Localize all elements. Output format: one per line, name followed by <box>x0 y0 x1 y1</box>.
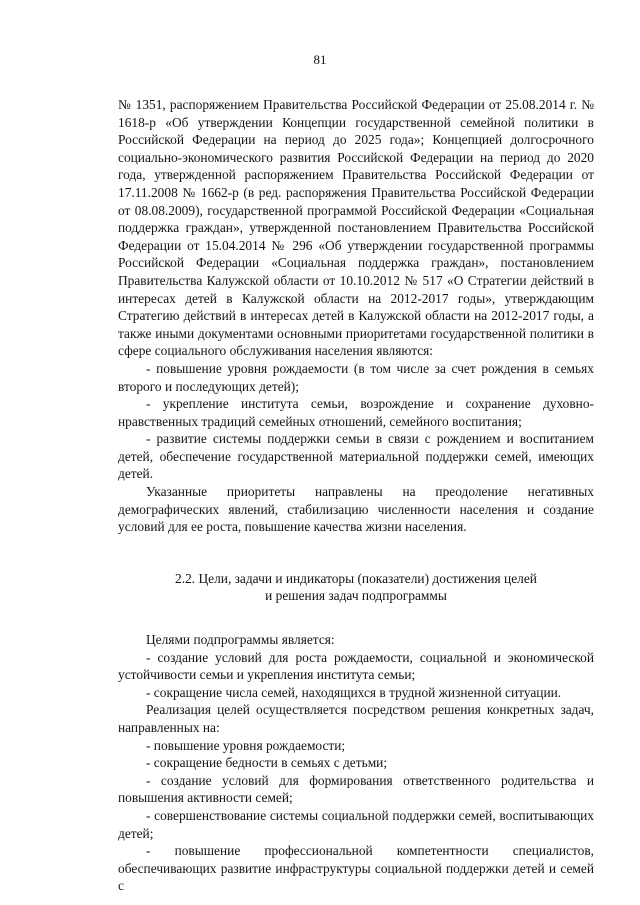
list-item: - создание условий для формирования ответственного родительства и повышения активности семей; <box>118 772 594 806</box>
tasks-list <box>118 737 594 895</box>
priorities-list <box>118 360 594 483</box>
section-heading-line: и решения задач подпрограммы <box>265 588 447 604</box>
list-item: - создание условий для роста рождаемости, социальной и экономической устойчивости семьи и укрепления института семьи; <box>118 649 594 683</box>
priorities-conclusion: Указанные приоритеты направлены на преодоление негативных демографических явлений, стабилизацию численности населения и создание условий для ее роста, повышение качества жизни населения. <box>118 484 594 535</box>
tasks-intro: Реализация целей осуществляется посредством решения конкретных задач, направленных на: <box>118 702 594 735</box>
section-heading <box>118 570 594 605</box>
list-item: - совершенствование системы социальной поддержки семей, воспитывающих детей; <box>118 807 594 841</box>
goals-intro: Целями подпрограммы является: <box>146 632 335 648</box>
goals-list <box>118 649 594 702</box>
section-heading-line: 2.2. Цели, задачи и индикаторы (показатели) достижения целей <box>175 570 537 586</box>
document-body <box>118 96 594 895</box>
list-item: - укрепление института семьи, возрождение и сохранение духовно-нравственных традиций семейных отношений, семейного воспитания; <box>118 396 594 429</box>
list-item: - развитие системы поддержки семьи в связи с рождением и воспитанием детей, обеспечение государственной материальной поддержки семей, имеющих детей. <box>118 431 594 482</box>
page-number: 81 <box>313 52 327 67</box>
intro-paragraph: № 1351, распоряжением Правительства Российской Федерации от 25.08.2014 г. № 1618-р «Об утверждении Концепции государственной семейной политики в Российской Федерации на период до 2025 года»; Концепцией долгосрочного социально-экономического развития Российской Федерации на период до 2020 года, утвержденной распоряжением Правительства Российской Федерации от 17.11.2008 № 1662-р (в ред. распоряжения Правительства Российской Федерации от 08.08.2009), государственной программой Российской Федерации «Социальная поддержка граждан», утвержденной постановлением Правительства Российской Федерации от 15.04.2014 № 296 «Об утверждении государственной программы Российской Федерации «Социальная поддержка граждан», постановлением Правительства Калужской области от 10.10.2012 № 517 «О Стратегии действий в интересах детей в Калужской области на 2012-2017 годы», утверждающим Стратегию действий в интересах детей в Калужской области на 2012-2017 годы, а также иными документами основными приоритетами государственной политики в сфере социального обслуживания населения являются: <box>118 97 594 359</box>
list-item: - повышение уровня рождаемости; <box>146 737 346 753</box>
list-item: - сокращение числа семей, находящихся в трудной жизненной ситуации. <box>146 684 562 700</box>
list-item: - повышение профессиональной компетентности специалистов, обеспечивающих развитие инфраструктуры социальной поддержки детей и семей с <box>118 843 594 894</box>
list-item: - повышение уровня рождаемости (в том числе за счет рождения в семьях второго и последующих детей); <box>118 360 594 394</box>
list-item: - сокращение бедности в семьях с детьми; <box>146 755 388 771</box>
